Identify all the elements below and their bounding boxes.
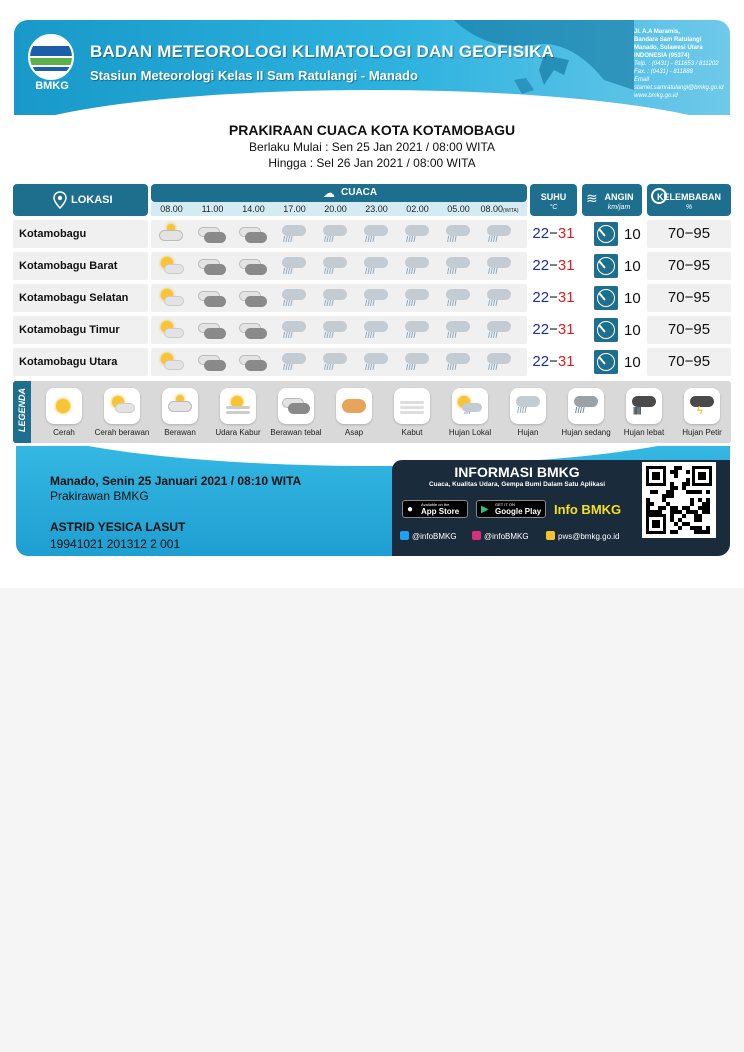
asap-icon: [336, 388, 372, 424]
berawan-tebal-icon: [233, 316, 274, 344]
berawan-icon: [162, 388, 198, 424]
email-address: pws@bmkg.go.id: [558, 532, 620, 541]
location-name: Kotamobagu Timur: [13, 316, 148, 344]
berawan-tebal-icon: [233, 284, 274, 312]
legend: [13, 381, 731, 443]
header-lokasi-label: LOKASI: [71, 194, 113, 206]
wind: [582, 348, 642, 376]
hujan-icon: / / / /: [397, 348, 438, 376]
hujan-icon: / / / /: [274, 316, 315, 344]
app-store-badge[interactable]: [402, 500, 468, 518]
time-suffix: (WITA): [503, 208, 519, 214]
info-title: INFORMASI BMKG: [454, 464, 580, 480]
info-app-name: Info BMKG: [554, 502, 622, 517]
hujan-icon: / / / /: [315, 252, 356, 280]
header-suhu-unit: °C: [549, 204, 558, 211]
weather-icons: [151, 284, 527, 312]
valid-to: Hingga : Sel 26 Jan 2021 / 08:00 WITA: [268, 156, 476, 170]
location-name: Kotamobagu: [13, 220, 148, 248]
hujan-icon: / / / /: [356, 252, 397, 280]
weather-icons: [151, 220, 527, 248]
berawan-tebal-icon: [192, 316, 233, 344]
header-kelembaban-unit: %: [685, 204, 693, 211]
legend-item: [35, 381, 93, 443]
contact-info: [634, 28, 730, 100]
page-title: PRAKIRAAN CUACA KOTA KOTAMOBAGU: [228, 122, 516, 138]
weather-icons: [151, 252, 527, 280]
berawan-tebal-icon: [192, 348, 233, 376]
temp-max: 31: [557, 257, 575, 274]
cerah-icon: [46, 388, 82, 424]
wind-speed: 10: [624, 354, 641, 371]
time-slot-last: [479, 202, 520, 216]
header-kelembaban-label: KELEMBABAN: [657, 192, 721, 202]
cerah-berawan-icon: [151, 316, 192, 344]
berawan-tebal-icon: [192, 252, 233, 280]
wind-speed: 10: [624, 226, 641, 243]
time-slot: 05.00: [447, 204, 470, 214]
compass-icon: [594, 286, 618, 310]
time-slot: 20.00: [324, 204, 347, 214]
twitter-link[interactable]: [400, 531, 457, 541]
header-angin-unit: km/jam: [607, 204, 631, 211]
header-cuaca: [151, 184, 527, 202]
time-slot: 11.00: [201, 204, 224, 214]
humidity: 70−95: [647, 220, 731, 248]
bmkg-logo: [28, 34, 76, 98]
wind: [582, 220, 642, 248]
humidity: 70−95: [647, 252, 731, 280]
location-name: Kotamobagu Selatan: [13, 284, 148, 312]
temp-max: 31: [557, 353, 575, 370]
legend-label: Hujan Lokal: [448, 428, 492, 437]
time-slot: 14.00: [242, 204, 265, 214]
hujan-lebat-icon: ||||||: [626, 388, 662, 424]
legend-label: Asap: [344, 428, 364, 437]
wind-speed: 10: [624, 258, 641, 275]
header-suhu-label: SUHU: [540, 192, 567, 202]
time-slot: 08.00: [160, 204, 183, 214]
hujan-icon: / / / /: [274, 348, 315, 376]
twitter-icon: [400, 531, 409, 540]
hujan-icon: / / / /: [397, 252, 438, 280]
hujan-icon: / / / /: [438, 284, 479, 312]
header-angin-label: ANGIN: [604, 192, 634, 202]
legend-items: [35, 381, 731, 443]
forecaster-nip: 19941021 201312 2 001: [50, 537, 181, 551]
legend-item: [151, 381, 209, 443]
berawan-tebal-icon: [192, 284, 233, 312]
app-store-small: Available on the: [421, 502, 450, 507]
temperature: [530, 252, 577, 280]
info-bmkg-panel: [392, 460, 730, 556]
contact-address1: Jl. A.A Maramis,: [634, 29, 680, 35]
hujan-icon: / / / /: [479, 284, 520, 312]
legend-label: Cerah berawan: [94, 428, 150, 437]
apple-icon: ●: [407, 504, 414, 515]
contact-address2: Bandara Sam Ratulangi: [634, 37, 702, 43]
table-row: [13, 284, 731, 312]
legend-label: Hujan sedang: [561, 428, 611, 437]
hujan-icon: / / / /: [438, 348, 479, 376]
time-slot: 08.00: [480, 204, 504, 214]
time-slot: 23.00: [365, 204, 388, 214]
legend-item: [615, 381, 673, 443]
legend-label: Kabut: [401, 428, 423, 437]
contact-telp: Telp. : (0431) - 811653 / 811202: [634, 61, 719, 67]
table-row: [13, 316, 731, 344]
twitter-handle: @infoBMKG: [412, 532, 457, 541]
hujan-icon: / / / /: [274, 284, 315, 312]
time-slot: 02.00: [406, 204, 429, 214]
legend-label: Berawan: [164, 428, 196, 437]
time-row: [151, 202, 527, 216]
contact-email: stamet.samratulangi@bmkg.go.id: [634, 85, 724, 91]
hujan-icon: / / / /: [356, 348, 397, 376]
temp-dash: −: [549, 289, 558, 306]
humidity: 70−95: [647, 284, 731, 312]
humidity: 70−95: [647, 348, 731, 376]
udara-kabur-icon: [220, 388, 256, 424]
hujan-icon: / / / /: [315, 316, 356, 344]
hujan-icon: / / / /: [397, 220, 438, 248]
forecaster-role: Prakirawan BMKG: [50, 489, 149, 503]
hujan-icon: / / / /: [397, 284, 438, 312]
hujan-icon: / / / /: [315, 284, 356, 312]
title-block: [0, 122, 744, 170]
email-link[interactable]: [546, 531, 619, 541]
agency-name: BADAN METEOROLOGI KLIMATOLOGI DAN GEOFISIKA: [90, 42, 555, 61]
wind: [582, 316, 642, 344]
humidity: 70−95: [647, 316, 731, 344]
hujan-icon: / / / /: [397, 316, 438, 344]
header-cuaca-label: CUACA: [341, 187, 378, 198]
location-name: Kotamobagu Utara: [13, 348, 148, 376]
legend-label: Hujan lebat: [623, 428, 665, 437]
temp-min: 22: [532, 257, 550, 274]
google-play-small: GET IT ON: [495, 502, 515, 507]
email-icon: [546, 531, 555, 540]
hujan-icon: / / / /: [510, 388, 546, 424]
hujan-icon: / / / /: [356, 284, 397, 312]
hujan-icon: / / / /: [356, 316, 397, 344]
legend-item: [267, 381, 325, 443]
hujan-icon: / / / /: [479, 316, 520, 344]
info-subtitle: Cuaca, Kualitas Udara, Gempa Bumi Dalam Satu Aplikasi: [428, 481, 606, 488]
location-name: Kotamobagu Barat: [13, 252, 148, 280]
logo-text: BMKG: [35, 80, 69, 92]
header-banner: [14, 20, 730, 115]
forecaster-name: ASTRID YESICA LASUT: [50, 520, 186, 534]
location-pin-icon: [53, 191, 67, 209]
legend-item: [209, 381, 267, 443]
instagram-icon: [472, 531, 481, 540]
cerah-berawan-icon: [151, 252, 192, 280]
hujan-icon: / / / /: [479, 348, 520, 376]
compass-icon: [594, 254, 618, 278]
contact-address4: INDONESIA (95374): [634, 53, 690, 59]
weather-icon: ☁: [323, 186, 335, 200]
compass-icon: [594, 318, 618, 342]
hujan-icon: / / / /: [479, 252, 520, 280]
berawan-tebal-icon: [233, 252, 274, 280]
temperature: [530, 316, 577, 344]
cerah-berawan-icon: [151, 284, 192, 312]
table-row: [13, 220, 731, 248]
contact-fax: Fax. : (0431) - 811888: [634, 69, 693, 75]
berawan-tebal-icon: [192, 220, 233, 248]
legend-item: [383, 381, 441, 443]
qr-code[interactable]: [642, 462, 716, 538]
header-angin: [582, 184, 642, 216]
compass-icon: [594, 350, 618, 374]
legend-item: [557, 381, 615, 443]
header-suhu: [530, 184, 577, 216]
compass-icon: [594, 222, 618, 246]
play-icon: ▶: [481, 504, 489, 515]
hujan-icon: / / / /: [438, 220, 479, 248]
hujan-icon: / / / /: [438, 316, 479, 344]
time-slot: 17.00: [283, 204, 306, 214]
legend-item: [93, 381, 151, 443]
legend-item: [499, 381, 557, 443]
hujan-icon: / / / /: [356, 220, 397, 248]
header-kelembaban: [647, 184, 731, 216]
berawan-tebal-icon: [278, 388, 314, 424]
berawan-icon: [151, 220, 192, 248]
legend-item: [325, 381, 383, 443]
hujan-sedang-icon: / / / /: [568, 388, 604, 424]
temp-dash: −: [549, 321, 558, 338]
hujan-icon: / / / /: [315, 348, 356, 376]
legend-item: [441, 381, 499, 443]
instagram-handle: @infoBMKG: [484, 532, 529, 541]
hujan-petir-icon: ϟ: [684, 388, 720, 424]
temp-max: 31: [557, 321, 575, 338]
berawan-tebal-icon: [233, 348, 274, 376]
wind: [582, 284, 642, 312]
temperature: [530, 348, 577, 376]
table-row: [13, 252, 731, 280]
temp-min: 22: [532, 321, 550, 338]
temp-min: 22: [532, 289, 550, 306]
weather-icons: [151, 348, 527, 376]
wind: [582, 252, 642, 280]
app-store-label: App Store: [421, 507, 460, 516]
hujan-icon: / / / /: [315, 220, 356, 248]
kabut-icon: [394, 388, 430, 424]
footer: [16, 446, 730, 556]
legend-label: Hujan Petir: [682, 428, 722, 437]
valid-from: Berlaku Mulai : Sen 25 Jan 2021 / 08:00 WITA: [249, 140, 495, 154]
temperature: [530, 284, 577, 312]
table-row: [13, 348, 731, 376]
station-name: Stasiun Meteorologi Kelas II Sam Ratulangi - Manado: [90, 68, 418, 83]
contact-address3: Manado, Sulawesi Utara: [634, 45, 703, 51]
temp-max: 31: [557, 225, 575, 242]
wind-icon: ≋: [586, 190, 598, 206]
weather-icons: [151, 316, 527, 344]
instagram-link[interactable]: [472, 531, 529, 541]
legend-item: [673, 381, 731, 443]
temp-dash: −: [549, 257, 558, 274]
berawan-tebal-icon: [233, 220, 274, 248]
issued-date: Manado, Senin 25 Januari 2021 / 08:10 WITA: [50, 474, 302, 488]
wind-speed: 10: [624, 322, 641, 339]
legend-label: Berawan tebal: [270, 428, 322, 437]
hujan-icon: / / / /: [274, 220, 315, 248]
google-play-badge[interactable]: [476, 500, 546, 518]
hujan-icon: / / / /: [274, 252, 315, 280]
header-lokasi: [13, 184, 148, 216]
cerah-berawan-icon: [151, 348, 192, 376]
temp-min: 22: [532, 353, 550, 370]
temperature: [530, 220, 577, 248]
contact-web: www.bmkg.go.id: [634, 93, 678, 99]
wind-speed: 10: [624, 290, 641, 307]
google-play-label: Google Play: [495, 507, 542, 516]
temp-max: 31: [557, 289, 575, 306]
temp-dash: −: [549, 225, 558, 242]
temp-min: 22: [532, 225, 550, 242]
contact-email-label: Email: [634, 77, 650, 83]
hujan-lokal-icon: ' ' ': [452, 388, 488, 424]
legend-label: Udara Kabur: [215, 428, 261, 437]
hujan-icon: / / / /: [479, 220, 520, 248]
legend-tag-label: LEGENDA: [17, 388, 27, 433]
legend-label: Cerah: [53, 428, 75, 437]
cerah-berawan-icon: [104, 388, 140, 424]
legend-label: Hujan: [517, 428, 539, 437]
temp-dash: −: [549, 353, 558, 370]
hujan-icon: / / / /: [438, 252, 479, 280]
